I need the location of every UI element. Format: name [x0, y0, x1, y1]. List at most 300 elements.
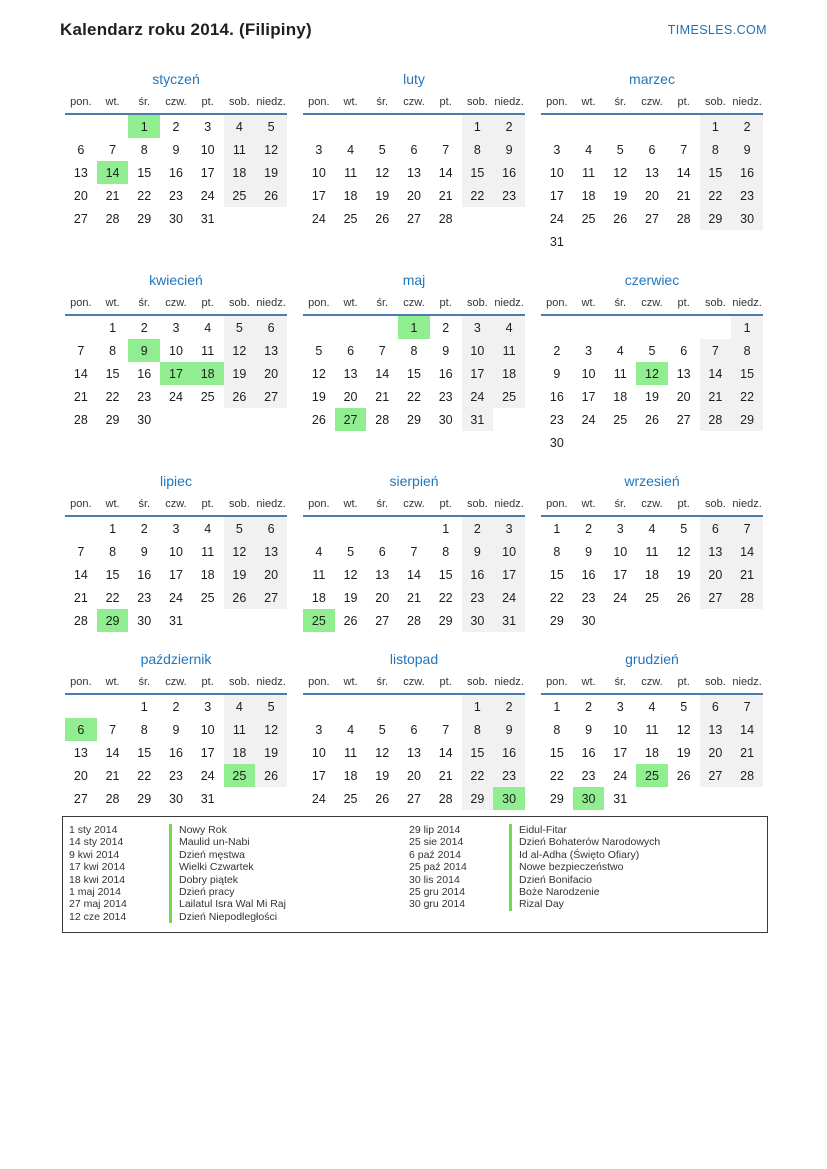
weekday-header: czw.	[636, 295, 668, 316]
weekday-header: sob.	[700, 674, 732, 695]
day-cell: 5	[347, 544, 355, 559]
day-cell: 5	[616, 142, 624, 157]
weekday-header: śr.	[604, 496, 636, 517]
weekday-header: niedz.	[731, 496, 763, 517]
empty-cell	[573, 230, 605, 253]
day-cell: 26	[255, 184, 287, 207]
day-cell: 2	[553, 343, 561, 358]
day-cell: 28	[105, 791, 120, 806]
day-cell: 8	[109, 544, 117, 559]
holiday-name: Boże Narodzenie	[509, 886, 761, 898]
weekday-header: niedz.	[255, 94, 287, 115]
week-row	[303, 563, 525, 586]
day-cell: 16	[549, 389, 564, 404]
day-cell: 17	[581, 389, 596, 404]
day-cell: 24	[169, 389, 183, 404]
weekday-header: pon.	[65, 94, 97, 115]
day-cell: 14	[731, 718, 763, 741]
weekday-header: pon.	[541, 94, 573, 115]
day-cell: 14	[438, 745, 453, 760]
week-row	[541, 431, 763, 454]
day-cell: 10	[493, 540, 525, 563]
weekday-header: pt.	[192, 674, 224, 695]
empty-cell	[97, 115, 129, 138]
day-cell: 2	[585, 521, 593, 536]
week-row	[303, 316, 525, 339]
week-row	[65, 115, 287, 138]
month-table	[65, 674, 287, 810]
weekday-header: śr.	[366, 496, 398, 517]
day-cell: 2	[493, 695, 525, 718]
week-row	[65, 695, 287, 718]
day-cell: 26	[311, 412, 326, 427]
holiday-name: Dzień Bonifacio	[509, 874, 761, 886]
day-cell: 31	[200, 211, 215, 226]
day-cell: 23	[731, 184, 763, 207]
weekday-header: niedz.	[731, 295, 763, 316]
day-cell: 3	[315, 722, 323, 737]
day-cell: 23	[438, 389, 453, 404]
day-cell: 30	[438, 412, 453, 427]
month-title: listopad	[389, 651, 439, 667]
weekday-header: czw.	[636, 674, 668, 695]
day-cell: 1	[398, 316, 430, 339]
day-cell: 31	[169, 613, 183, 628]
week-row	[541, 362, 763, 385]
weekday-header: czw.	[398, 94, 430, 115]
day-cell: 21	[105, 188, 120, 203]
day-cell: 11	[645, 722, 659, 737]
day-cell: 5	[378, 722, 386, 737]
weekday-header: śr.	[128, 94, 160, 115]
day-cell: 17	[200, 745, 215, 760]
day-cell: 4	[224, 695, 256, 718]
page-title: Kalendarz roku 2014. (Filipiny)	[60, 20, 312, 39]
day-cell: 20	[700, 563, 732, 586]
day-cell: 20	[700, 741, 732, 764]
empty-cell	[573, 316, 605, 339]
day-cell: 14	[438, 165, 453, 180]
day-cell: 18	[224, 161, 256, 184]
month-table	[541, 674, 763, 810]
week-row	[65, 184, 287, 207]
week-row	[65, 586, 287, 609]
day-cell: 26	[224, 586, 256, 609]
weekday-header: śr.	[604, 674, 636, 695]
week-row	[541, 316, 763, 339]
day-cell: 13	[255, 540, 287, 563]
day-cell: 31	[549, 234, 564, 249]
holiday-name: Lailatul Isra Wal Mi Raj	[169, 898, 409, 910]
day-cell: 25	[613, 412, 628, 427]
week-row	[541, 115, 763, 138]
week-row	[303, 695, 525, 718]
day-cell: 4	[648, 699, 656, 714]
day-cell: 27	[407, 211, 421, 226]
day-cell: 29	[700, 207, 732, 230]
day-cell: 18	[613, 389, 628, 404]
month-title: grudzień	[625, 651, 679, 667]
holiday-date: 30 gru 2014	[409, 898, 466, 911]
day-cell: 28	[731, 586, 763, 609]
day-cell: 20	[407, 188, 421, 203]
day-cell: 11	[224, 138, 256, 161]
weekday-header: śr.	[604, 295, 636, 316]
weekday-header-row	[65, 496, 287, 517]
week-row	[303, 161, 525, 184]
month-title: wrzesień	[624, 473, 680, 489]
holiday-date: 27 maj 2014	[69, 898, 127, 911]
weekday-header: wt.	[335, 496, 367, 517]
weekday-header: niedz.	[255, 674, 287, 695]
week-row	[303, 184, 525, 207]
empty-cell	[224, 207, 256, 230]
month-block	[541, 473, 763, 632]
day-cell: 28	[375, 412, 390, 427]
day-cell: 7	[442, 722, 450, 737]
empty-cell	[65, 517, 97, 540]
day-cell: 12	[613, 165, 628, 180]
empty-cell	[668, 316, 700, 339]
day-cell: 18	[645, 567, 659, 582]
day-cell: 23	[169, 188, 183, 203]
day-cell: 11	[344, 165, 358, 180]
weekday-header: sob.	[700, 295, 732, 316]
weekday-header-row	[541, 94, 763, 115]
day-cell: 7	[378, 343, 386, 358]
day-cell: 19	[375, 768, 390, 783]
empty-cell	[303, 115, 335, 138]
empty-cell	[668, 230, 700, 253]
empty-cell	[430, 115, 462, 138]
holiday-date: 17 kwi 2014	[69, 861, 126, 874]
weekday-header-row	[541, 674, 763, 695]
weekday-header: śr.	[366, 94, 398, 115]
weekday-header: pt.	[668, 94, 700, 115]
day-cell: 3	[204, 699, 212, 714]
day-cell: 28	[105, 211, 120, 226]
week-row	[65, 563, 287, 586]
week-row	[541, 184, 763, 207]
day-cell: 19	[255, 161, 287, 184]
day-cell: 22	[462, 184, 494, 207]
weekday-header: sob.	[700, 496, 732, 517]
day-cell: 9	[731, 138, 763, 161]
weekday-header: pon.	[541, 674, 573, 695]
weekday-header: niedz.	[731, 94, 763, 115]
empty-cell	[335, 115, 367, 138]
day-cell: 20	[73, 188, 88, 203]
empty-cell	[731, 431, 763, 454]
day-cell: 27	[645, 211, 659, 226]
day-cell: 12	[311, 366, 326, 381]
empty-cell	[398, 517, 430, 540]
day-cell: 5	[680, 699, 688, 714]
day-cell: 14	[676, 165, 691, 180]
day-cell: 16	[438, 366, 453, 381]
day-cell: 20	[73, 768, 88, 783]
day-cell: 3	[172, 320, 180, 335]
empty-cell	[398, 115, 430, 138]
holiday-name: Id al-Adha (Święto Ofiary)	[509, 849, 761, 861]
weekday-header: czw.	[636, 496, 668, 517]
day-cell: 18	[581, 188, 596, 203]
month-title: październik	[140, 651, 212, 667]
day-cell: 17	[613, 745, 628, 760]
empty-cell	[224, 787, 256, 810]
day-cell: 15	[700, 161, 732, 184]
week-row	[541, 741, 763, 764]
day-cell: 28	[438, 791, 453, 806]
month-block	[65, 71, 287, 253]
day-cell: 23	[493, 184, 525, 207]
weekday-header: czw.	[160, 674, 192, 695]
day-cell: 4	[204, 521, 212, 536]
day-cell: 29	[137, 211, 152, 226]
day-cell: 29	[549, 791, 564, 806]
day-cell: 25	[343, 211, 358, 226]
day-cell: 19	[255, 741, 287, 764]
day-cell: 4	[347, 142, 355, 157]
day-cell: 12	[676, 544, 691, 559]
day-cell: 21	[375, 389, 390, 404]
weekday-header: pon.	[541, 496, 573, 517]
weekday-header-row	[541, 496, 763, 517]
day-cell: 29	[137, 791, 152, 806]
day-cell: 30	[581, 613, 596, 628]
day-cell: 11	[312, 567, 326, 582]
month-table	[303, 295, 525, 431]
weekday-header: pt.	[668, 295, 700, 316]
day-cell: 9	[493, 138, 525, 161]
day-cell: 11	[224, 718, 256, 741]
day-cell: 3	[616, 699, 624, 714]
week-row	[65, 138, 287, 161]
holiday-legend	[62, 816, 768, 933]
day-cell: 1	[109, 521, 117, 536]
weekday-header: niedz.	[255, 295, 287, 316]
week-row	[541, 517, 763, 540]
day-cell: 26	[224, 385, 256, 408]
day-cell: 20	[255, 362, 287, 385]
day-cell: 24	[462, 385, 494, 408]
day-cell: 29	[105, 412, 120, 427]
week-row	[541, 764, 763, 787]
day-cell: 8	[442, 544, 450, 559]
day-cell: 12	[255, 138, 287, 161]
week-row	[303, 718, 525, 741]
week-row	[303, 741, 525, 764]
weekday-header: wt.	[573, 674, 605, 695]
day-cell: 20	[407, 768, 421, 783]
day-cell: 7	[442, 142, 450, 157]
weekday-header: wt.	[97, 496, 129, 517]
week-row	[541, 408, 763, 431]
day-cell: 22	[105, 389, 120, 404]
day-cell: 18	[493, 362, 525, 385]
day-cell: 12	[676, 722, 691, 737]
day-cell: 24	[549, 211, 564, 226]
day-cell: 24	[311, 211, 326, 226]
day-cell: 16	[462, 563, 494, 586]
day-cell: 15	[462, 741, 494, 764]
day-cell: 30	[137, 613, 152, 628]
day-cell: 13	[73, 745, 88, 760]
day-cell: 9	[585, 544, 593, 559]
weekday-header: pon.	[303, 674, 335, 695]
month-table	[541, 94, 763, 253]
day-cell: 31	[493, 609, 525, 632]
day-cell: 23	[169, 768, 183, 783]
week-row	[541, 609, 763, 632]
day-cell: 7	[700, 339, 732, 362]
day-cell: 3	[493, 517, 525, 540]
day-cell: 10	[311, 165, 326, 180]
day-cell: 12	[224, 339, 256, 362]
month-title: kwiecień	[149, 272, 203, 288]
week-row	[303, 408, 525, 431]
day-cell: 14	[700, 362, 732, 385]
day-cell: 25	[636, 764, 668, 787]
day-cell: 12	[343, 567, 358, 582]
week-row	[303, 339, 525, 362]
empty-cell	[192, 408, 224, 431]
weekday-header: wt.	[335, 94, 367, 115]
day-cell: 14	[73, 366, 88, 381]
weekday-header: śr.	[128, 496, 160, 517]
day-cell: 6	[77, 142, 85, 157]
weekday-header: wt.	[97, 94, 129, 115]
day-cell: 13	[645, 165, 659, 180]
empty-cell	[97, 695, 129, 718]
empty-cell	[335, 517, 367, 540]
day-cell: 9	[172, 722, 180, 737]
empty-cell	[303, 316, 335, 339]
day-cell: 15	[462, 161, 494, 184]
day-cell: 18	[200, 567, 215, 582]
day-cell: 19	[224, 362, 256, 385]
weekday-header: sob.	[224, 295, 256, 316]
day-cell: 10	[200, 142, 215, 157]
day-cell: 23	[581, 590, 596, 605]
day-cell: 12	[255, 718, 287, 741]
weekday-header: niedz.	[731, 674, 763, 695]
holiday-date: 25 sie 2014	[409, 836, 464, 849]
holiday-date: 6 paź 2014	[409, 848, 461, 861]
day-cell: 3	[616, 521, 624, 536]
month-title: marzec	[629, 71, 675, 87]
day-cell: 30	[549, 435, 564, 450]
day-cell: 5	[378, 142, 386, 157]
holiday-name: Rizal Day	[509, 898, 761, 910]
weekday-header: wt.	[97, 674, 129, 695]
weekday-header: śr.	[366, 295, 398, 316]
day-cell: 2	[493, 115, 525, 138]
week-row	[303, 787, 525, 810]
day-cell: 16	[581, 745, 596, 760]
weekday-header-row	[65, 295, 287, 316]
week-row	[65, 339, 287, 362]
day-cell: 19	[676, 567, 691, 582]
weekday-header: niedz.	[493, 674, 525, 695]
empty-cell	[573, 115, 605, 138]
holiday-name: Dzień męstwa	[169, 849, 409, 861]
week-row	[541, 339, 763, 362]
empty-cell	[731, 787, 763, 810]
day-cell: 8	[731, 339, 763, 362]
empty-cell	[700, 609, 732, 632]
day-cell: 28	[73, 412, 88, 427]
legend-column-1	[69, 824, 409, 923]
holiday-date: 12 cze 2014	[69, 910, 127, 923]
weekday-header: pt.	[668, 496, 700, 517]
day-cell: 22	[137, 768, 152, 783]
week-row	[303, 207, 525, 230]
weekday-header: sob.	[462, 674, 494, 695]
day-cell: 5	[648, 343, 656, 358]
day-cell: 9	[172, 142, 180, 157]
day-cell: 8	[462, 138, 494, 161]
week-row	[65, 609, 287, 632]
day-cell: 27	[255, 385, 287, 408]
holiday-name: Dobry piątek	[169, 874, 409, 886]
month-title: luty	[403, 71, 425, 87]
day-cell: 17	[200, 165, 215, 180]
day-cell: 25	[200, 590, 215, 605]
empty-cell	[636, 230, 668, 253]
weekday-header-row	[65, 674, 287, 695]
day-cell: 30	[731, 207, 763, 230]
week-row	[65, 741, 287, 764]
day-cell: 26	[613, 211, 628, 226]
site-link[interactable]: TIMESLES.COM	[667, 23, 767, 37]
day-cell: 1	[700, 115, 732, 138]
day-cell: 24	[613, 768, 628, 783]
empty-cell	[636, 115, 668, 138]
week-row	[65, 408, 287, 431]
weekday-header: pon.	[303, 94, 335, 115]
holiday-name: Wielki Czwartek	[169, 861, 409, 873]
empty-cell	[604, 431, 636, 454]
holiday-name: Dzień Bohaterów Narodowych	[509, 836, 761, 848]
week-row	[303, 764, 525, 787]
day-cell: 17	[462, 362, 494, 385]
day-cell: 7	[410, 544, 418, 559]
day-cell: 15	[438, 567, 453, 582]
weekday-header: sob.	[462, 496, 494, 517]
week-row	[65, 316, 287, 339]
month-table	[303, 94, 525, 230]
day-cell: 13	[343, 366, 358, 381]
day-cell: 27	[335, 408, 367, 431]
day-cell: 4	[204, 320, 212, 335]
month-block	[65, 651, 287, 810]
day-cell: 20	[255, 563, 287, 586]
day-cell: 10	[200, 722, 215, 737]
weekday-header: pon.	[303, 496, 335, 517]
holiday-date: 1 maj 2014	[69, 886, 121, 899]
day-cell: 27	[676, 412, 691, 427]
weekday-header: śr.	[128, 295, 160, 316]
day-cell: 13	[407, 745, 421, 760]
day-cell: 24	[613, 590, 628, 605]
day-cell: 13	[676, 366, 691, 381]
day-cell: 15	[105, 366, 120, 381]
empty-cell	[636, 316, 668, 339]
day-cell: 9	[462, 540, 494, 563]
empty-cell	[65, 316, 97, 339]
month-title: maj	[402, 272, 426, 288]
